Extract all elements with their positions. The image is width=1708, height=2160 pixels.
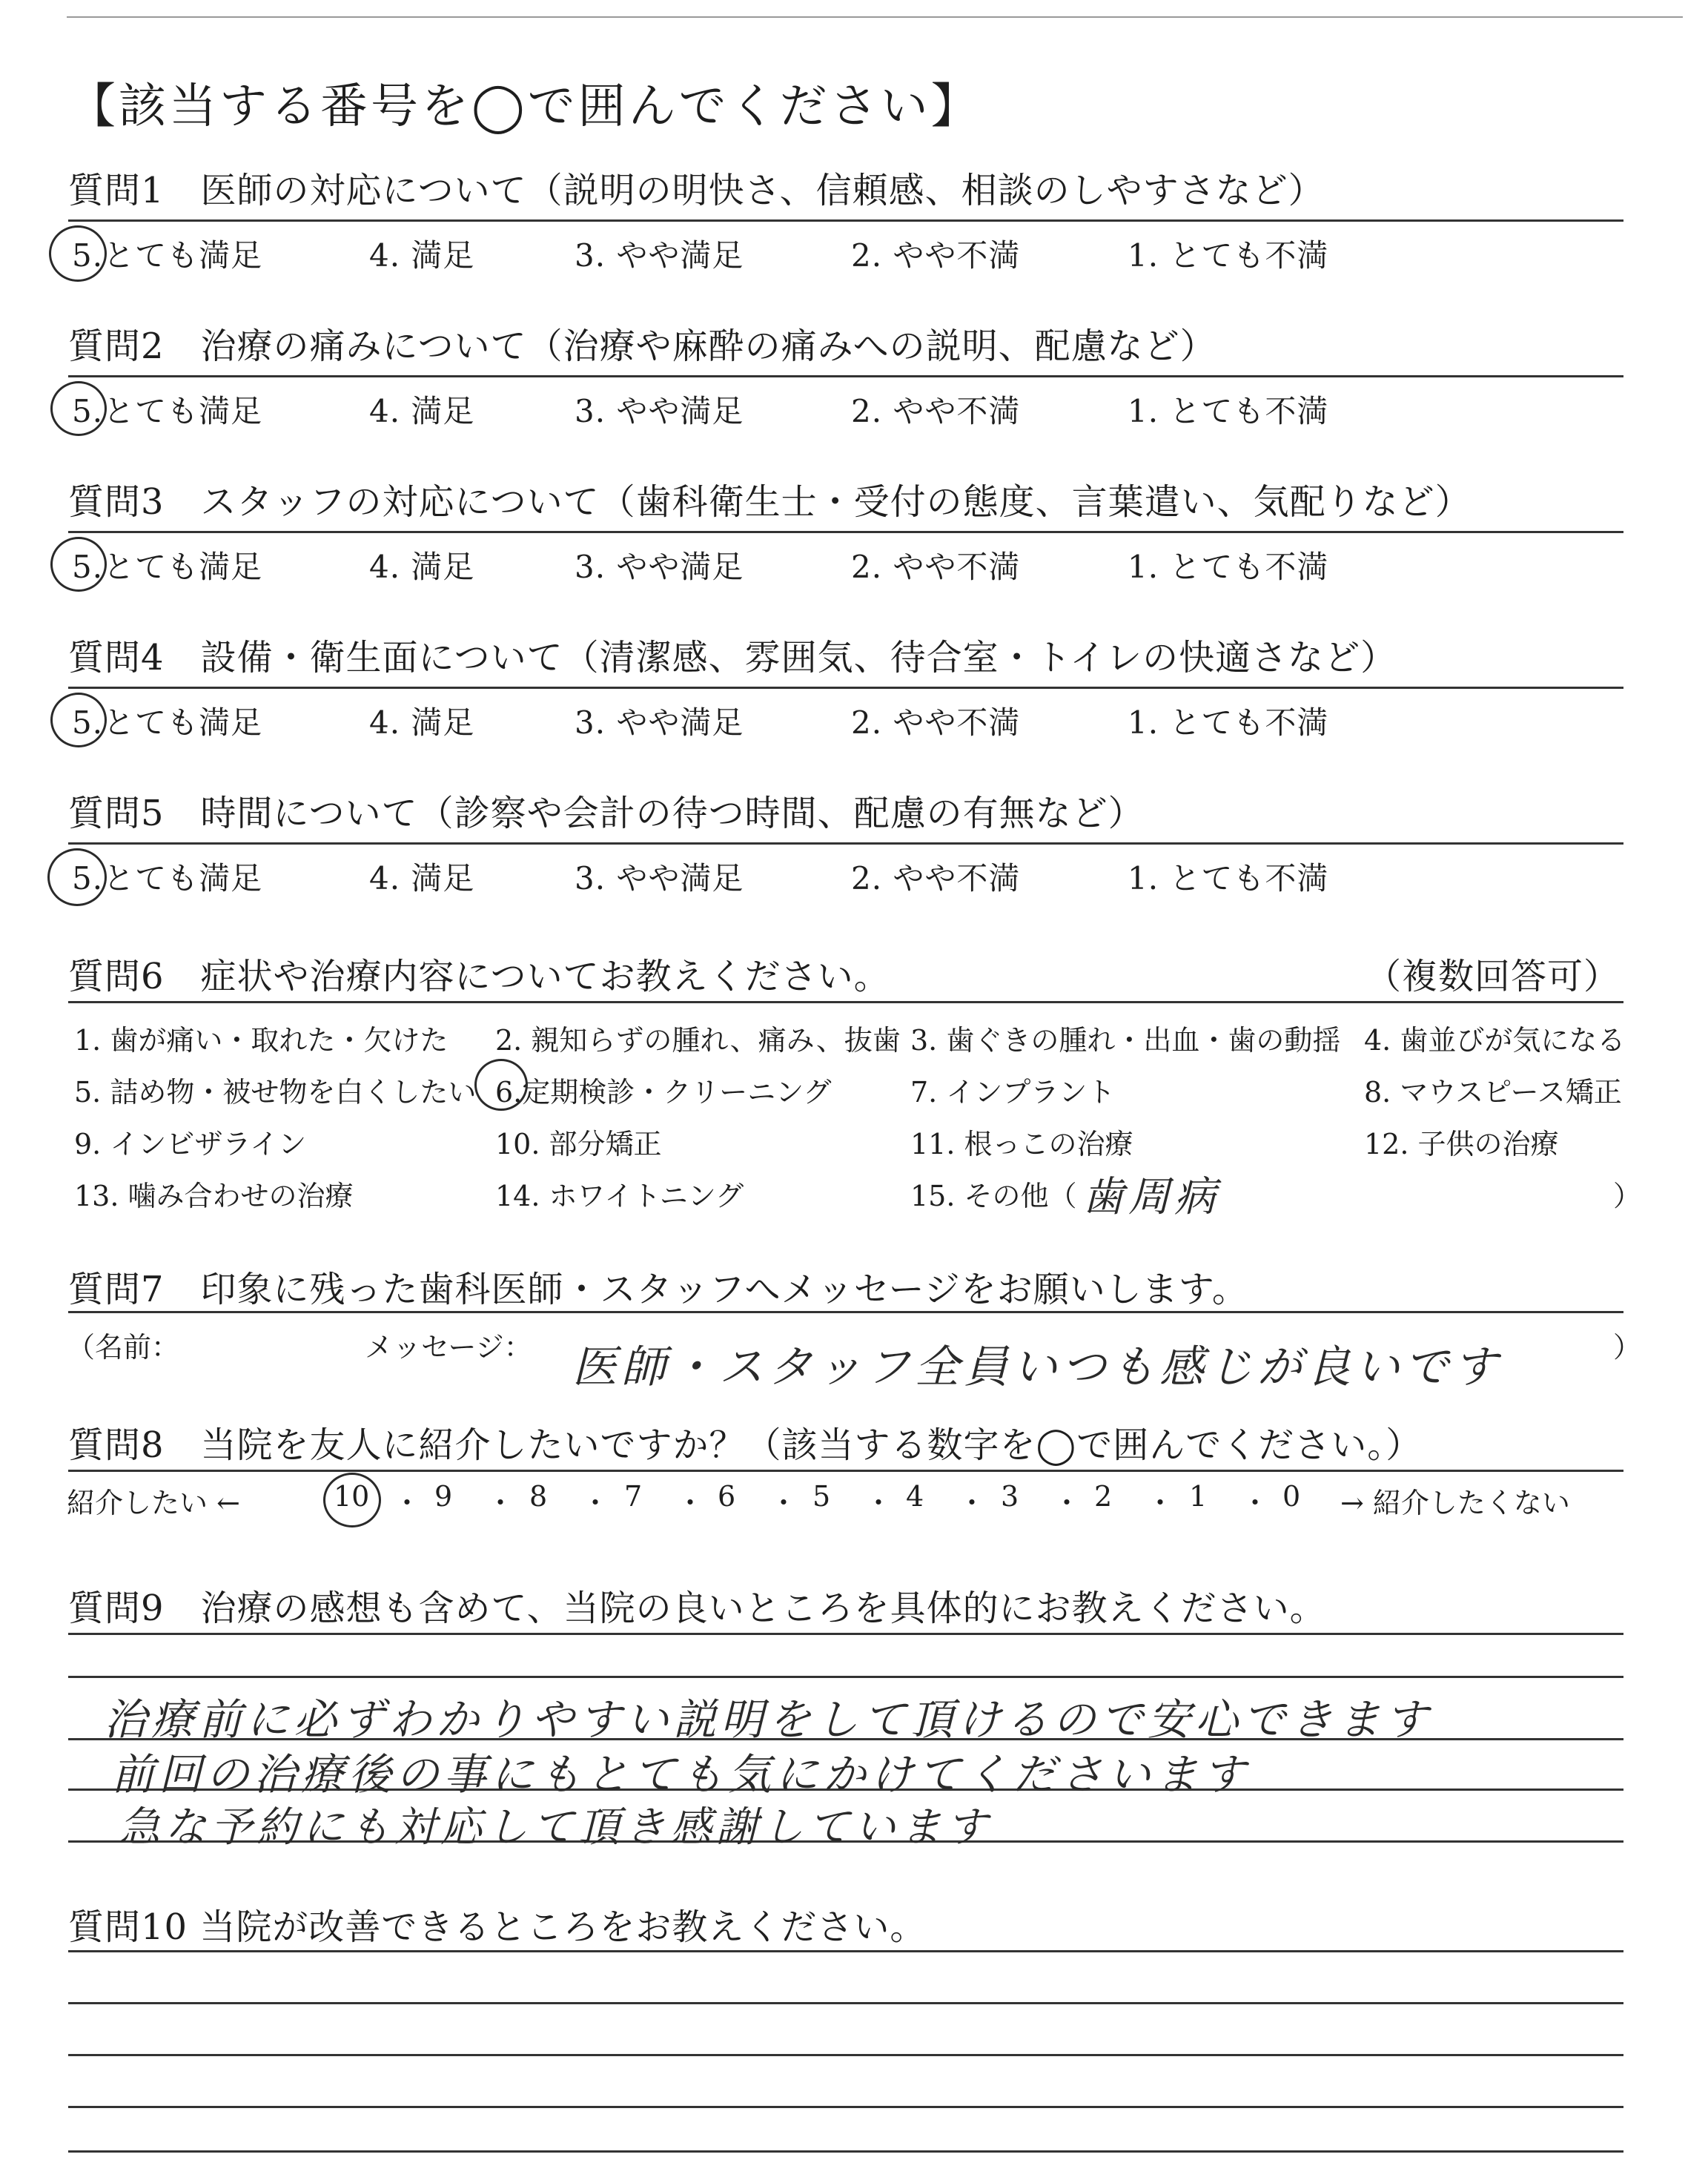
q6-item-1[interactable]: 1. 歯が痛い・取れた・欠けた — [74, 1024, 448, 1057]
q4-option-1[interactable]: 1. とても不満 — [1128, 704, 1329, 741]
q6-other-handwritten: 歯周病 — [1082, 1173, 1220, 1221]
q6-item-11[interactable]: 11. 根っこの治療 — [910, 1128, 1133, 1160]
q7-message-handwritten: 医師・スタッフ全員いつも感じが良いです — [572, 1341, 1502, 1393]
q9-handwritten-line-2: 前回の治療後の事にもとても気にかけてくださいます — [111, 1749, 1251, 1800]
q5-option-5[interactable]: 5.とても満足 — [72, 860, 263, 896]
q3-option-3[interactable]: 3. やや満足 — [575, 549, 744, 585]
question-8-title: 質問8 当院を友人に紹介したいですか？（該当する数字を◯で囲んでください。） — [68, 1424, 1423, 1466]
scan-top-edge — [67, 16, 1683, 18]
q4-option-3[interactable]: 3. やや満足 — [575, 704, 744, 741]
question-6-note: （複数回答可） — [1366, 956, 1621, 997]
q2-option-3[interactable]: 3. やや満足 — [575, 393, 744, 429]
q8-score-0[interactable]: 0 — [1282, 1480, 1301, 1513]
q3-option-5[interactable]: 5.とても満足 — [72, 549, 263, 585]
q9-handwritten-line-3: 急な予約にも対応して頂き感謝しています — [119, 1803, 992, 1852]
q10-rule-1 — [68, 1950, 1623, 1952]
q8-score-2[interactable]: 2 — [1094, 1480, 1113, 1513]
q2-selected-circle — [50, 381, 107, 436]
q8-dot-3: ・ — [581, 1487, 610, 1519]
q8-dot-9: ・ — [1146, 1487, 1175, 1519]
q3-selected-circle — [50, 537, 107, 592]
q6-item-2[interactable]: 2. 親知らずの腫れ、痛み、抜歯 — [495, 1024, 901, 1057]
q9-rule-1 — [68, 1676, 1623, 1678]
q8-score-9[interactable]: 9 — [434, 1480, 453, 1513]
q8-dot-7: ・ — [958, 1487, 987, 1519]
q8-score-6[interactable]: 6 — [718, 1480, 736, 1513]
q7-message-label: メッセージ： — [365, 1331, 532, 1364]
question-7-rule — [68, 1311, 1623, 1313]
question-8-rule — [68, 1470, 1623, 1472]
q5-option-4[interactable]: 4. 満足 — [369, 860, 475, 896]
q10-rule-4 — [68, 2106, 1623, 2108]
q8-dot-8: ・ — [1053, 1487, 1082, 1519]
q8-dot-10: ・ — [1241, 1487, 1270, 1519]
q6-item-5[interactable]: 5. 詰め物・被せ物を白くしたい — [74, 1076, 477, 1109]
page-title: 【該当する番号を◯で囲んでください】 — [68, 79, 982, 134]
question-1-rule — [68, 219, 1623, 222]
q8-right-label: → 紹介したくない — [1340, 1487, 1570, 1519]
question-3-rule — [68, 531, 1623, 533]
q2-option-4[interactable]: 4. 満足 — [369, 393, 475, 429]
q6-item-13[interactable]: 13. 噛み合わせの治療 — [74, 1180, 354, 1212]
q9-handwritten-line-1: 治療前に必ずわかりやすい説明をして頂けるので安心できます — [104, 1694, 1433, 1745]
question-5-title: 質問5 時間について（診察や会計の待つ時間、配慮の有無など） — [68, 793, 1145, 834]
q8-selected-circle — [323, 1473, 381, 1527]
q6-item-8[interactable]: 8. マウスピース矯正 — [1364, 1076, 1622, 1109]
q2-option-2[interactable]: 2. やや不満 — [851, 393, 1021, 429]
q7-close-paren: ） — [1613, 1331, 1642, 1364]
q5-option-1[interactable]: 1. とても不満 — [1128, 860, 1329, 896]
question-3-title: 質問3 スタッフの対応について（歯科衛生士・受付の態度、言葉遣い、気配りなど） — [68, 481, 1472, 523]
q6-item-14[interactable]: 14. ホワイトニング — [495, 1180, 744, 1212]
q2-option-1[interactable]: 1. とても不満 — [1128, 393, 1329, 429]
q8-score-3[interactable]: 3 — [1001, 1480, 1019, 1513]
q8-score-5[interactable]: 5 — [812, 1480, 831, 1513]
q6-item-12[interactable]: 12. 子供の治療 — [1364, 1128, 1559, 1160]
q6-item-10[interactable]: 10. 部分矯正 — [495, 1128, 662, 1160]
q5-selected-circle — [47, 848, 107, 906]
q1-option-5[interactable]: 5.とても満足 — [72, 237, 263, 274]
q8-dot-1: ・ — [393, 1487, 422, 1519]
q6-item-4[interactable]: 4. 歯並びが気になる — [1364, 1024, 1626, 1057]
q8-dot-5: ・ — [769, 1487, 798, 1519]
q1-option-2[interactable]: 2. やや不満 — [851, 237, 1021, 274]
q4-option-5[interactable]: 5.とても満足 — [72, 704, 263, 741]
question-7-title: 質問7 印象に残った歯科医師・スタッフへメッセージをお願いします。 — [68, 1269, 1248, 1310]
q5-option-2[interactable]: 2. やや不満 — [851, 860, 1021, 896]
q3-option-1[interactable]: 1. とても不満 — [1128, 549, 1329, 585]
q1-option-1[interactable]: 1. とても不満 — [1128, 237, 1329, 274]
question-1-title: 質問1 医師の対応について（説明の明快さ、信頼感、相談のしやすさなど） — [68, 170, 1325, 211]
q6-item-3[interactable]: 3. 歯ぐきの腫れ・出血・歯の動揺 — [910, 1024, 1341, 1057]
q4-selected-circle — [50, 693, 107, 747]
q1-option-4[interactable]: 4. 満足 — [369, 237, 475, 274]
question-4-rule — [68, 687, 1623, 689]
q8-dot-2: ・ — [486, 1487, 515, 1519]
question-4-title: 質問4 設備・衛生面について（清潔感、雰囲気、待合室・トイレの快適さなど） — [68, 637, 1397, 678]
question-2-title: 質問2 治療の痛みについて（治療や麻酔の痛みへの説明、配慮など） — [68, 326, 1217, 367]
q8-dot-4: ・ — [676, 1487, 705, 1519]
q5-option-3[interactable]: 3. やや満足 — [575, 860, 744, 896]
q4-option-2[interactable]: 2. やや不満 — [851, 704, 1021, 741]
question-6-rule — [68, 1001, 1623, 1003]
q8-score-8[interactable]: 8 — [529, 1480, 548, 1513]
question-9-title: 質問9 治療の感想も含めて、当院の良いところを具体的にお教えください。 — [68, 1588, 1326, 1629]
q6-item-6[interactable]: 6.定期検診・クリーニング — [495, 1076, 832, 1109]
q1-selected-circle — [49, 225, 107, 282]
q6-item-15[interactable]: 15. その他（ — [910, 1180, 1077, 1212]
q8-score-4[interactable]: 4 — [906, 1480, 924, 1513]
q10-rule-5 — [68, 2150, 1623, 2153]
q6-other-close-paren: ） — [1613, 1180, 1642, 1212]
q10-rule-3 — [68, 2054, 1623, 2056]
q8-score-1[interactable]: 1 — [1189, 1480, 1208, 1513]
q3-option-4[interactable]: 4. 満足 — [369, 549, 475, 585]
q8-score-10[interactable]: 10 — [334, 1480, 370, 1513]
q8-left-label: 紹介したい ← — [67, 1487, 240, 1519]
q1-option-3[interactable]: 3. やや満足 — [575, 237, 744, 274]
question-6-title: 質問6 症状や治療内容についてお教えください。 — [68, 956, 890, 997]
q6-item-9[interactable]: 9. インビザライン — [74, 1128, 307, 1160]
q10-rule-2 — [68, 2002, 1623, 2004]
q4-option-4[interactable]: 4. 満足 — [369, 704, 475, 741]
q2-option-5[interactable]: 5.とても満足 — [72, 393, 263, 429]
q3-option-2[interactable]: 2. やや不満 — [851, 549, 1021, 585]
question-10-title: 質問10 当院が改善できるところをお教えください。 — [68, 1906, 927, 1948]
q7-name-label: （名前： — [67, 1331, 180, 1364]
q6-item-7[interactable]: 7. インプラント — [910, 1076, 1116, 1109]
q8-dot-6: ・ — [864, 1487, 893, 1519]
q9-rule-0 — [68, 1633, 1623, 1635]
q8-score-7[interactable]: 7 — [624, 1480, 643, 1513]
q6-selected-circle — [474, 1059, 528, 1111]
question-2-rule — [68, 375, 1623, 377]
question-5-rule — [68, 842, 1623, 845]
